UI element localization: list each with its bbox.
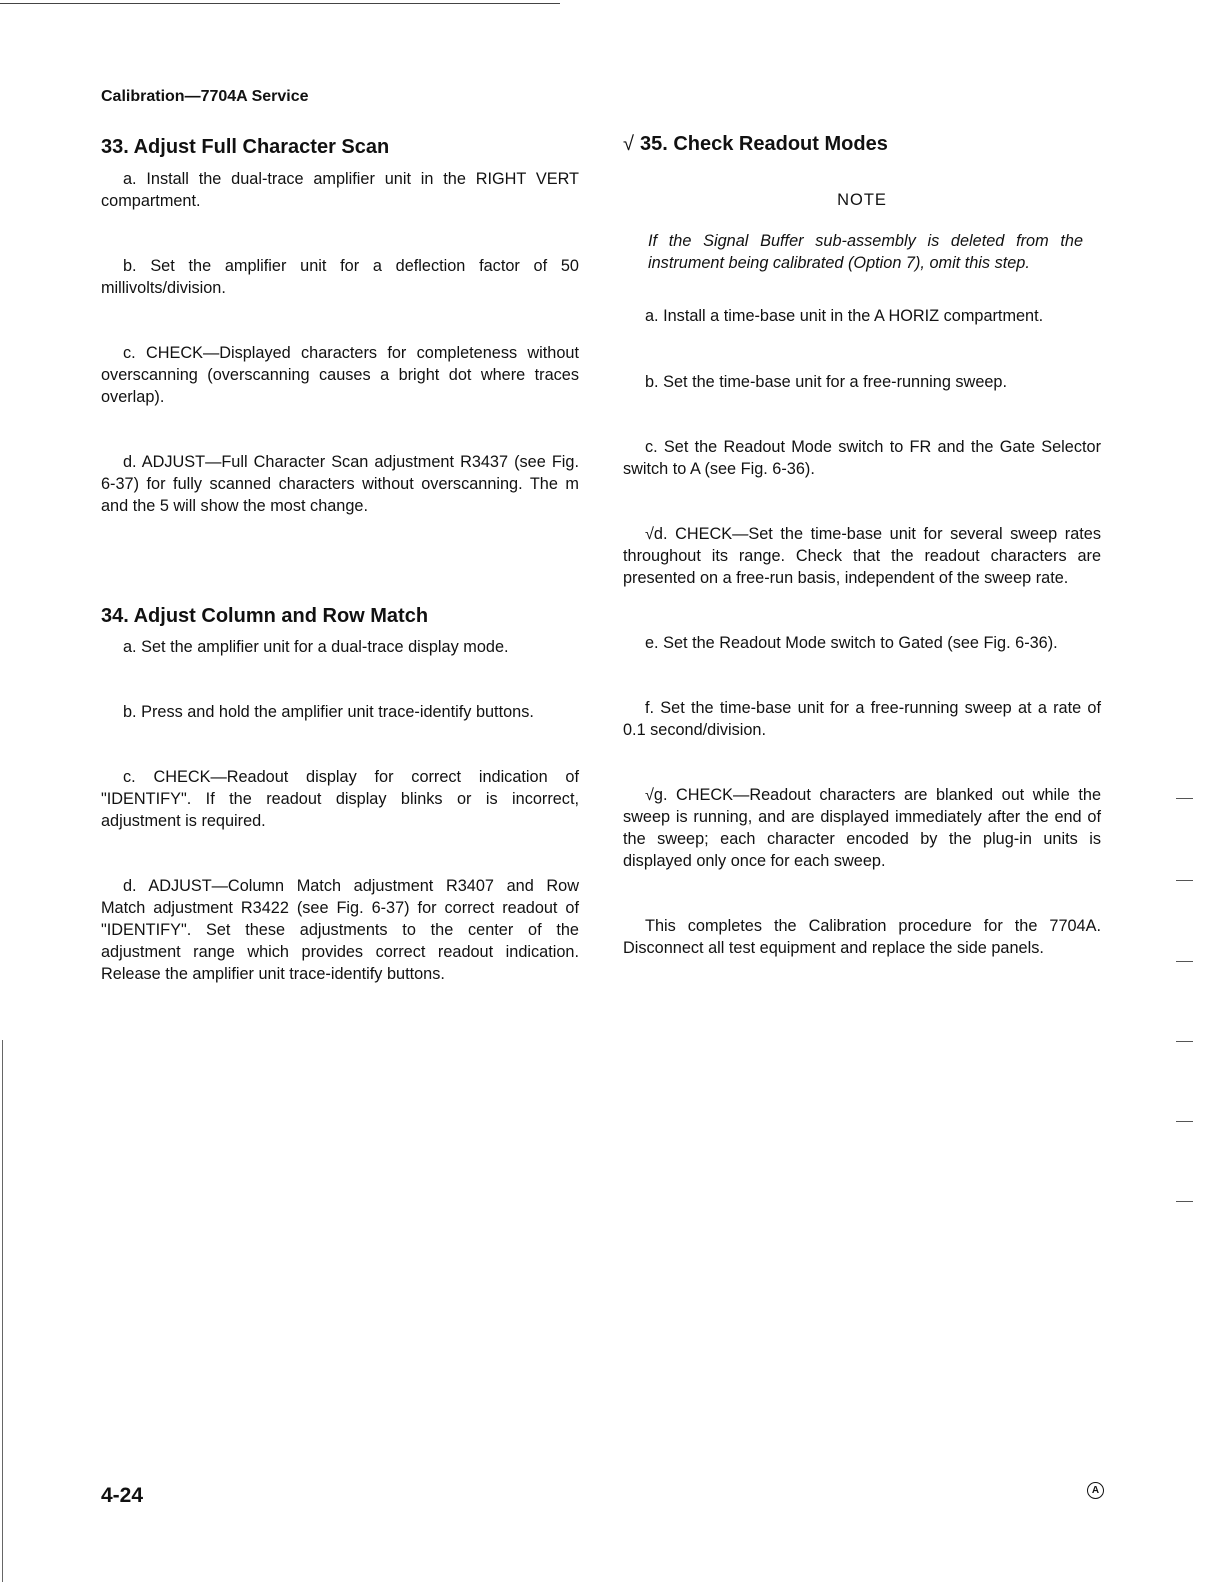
step-35c: c. Set the Readout Mode switch to FR and the Gate Selector switch to A (see Fig. 6-36).	[623, 438, 1101, 478]
step-33b: b. Set the amplifier unit for a deflection factor of 50 millivolts/division.	[101, 257, 579, 297]
margin-tick	[1176, 961, 1193, 962]
section-35-title	[623, 130, 1101, 158]
step-35f: f. Set the time-base unit for a free-running sweep at a rate of 0.1 second/division.	[623, 699, 1101, 739]
section-33-title: 33. Adjust Full Character Scan	[101, 136, 390, 158]
check-mark-icon: √	[623, 133, 634, 155]
margin-tick	[1176, 1121, 1193, 1122]
page-number: 4-24	[101, 1484, 144, 1507]
margin-tick	[1176, 798, 1193, 799]
step-33c: c. CHECK—Displayed characters for completeness without overscanning (overscanning causes a bright dot where traces overlap).	[101, 344, 579, 406]
top-edge-rule	[0, 3, 560, 4]
step-35d: √d. CHECK—Set the time-base unit for several sweep rates throughout its range. Check that the readout characters are presented on a free-run basis, independent of the sweep rate.	[623, 525, 1101, 587]
margin-tick	[1176, 1041, 1193, 1042]
step-34b: b. Press and hold the amplifier unit trace-identify buttons.	[123, 703, 534, 721]
right-column	[623, 130, 1101, 959]
left-column	[101, 133, 579, 985]
revision-mark-icon: A	[1087, 1482, 1104, 1499]
step-35g: √g. CHECK—Readout characters are blanked out while the sweep is running, and are displayed immediately after the end of the sweep; each character encoded by the plug-in units is displayed only once for each sweep.	[623, 786, 1101, 870]
running-header: Calibration—7704A Service	[101, 88, 309, 105]
margin-tick	[1176, 1201, 1193, 1202]
section-35-title-text: 35. Check Readout Modes	[639, 133, 888, 155]
closing-paragraph: This completes the Calibration procedure for the 7704A. Disconnect all test equipment and replace the side panels.	[623, 917, 1101, 957]
left-edge-rule	[2, 1040, 3, 1582]
step-35e: e. Set the Readout Mode switch to Gated (see Fig. 6-36).	[645, 634, 1058, 652]
step-34a: a. Set the amplifier unit for a dual-trace display mode.	[123, 638, 509, 656]
step-35a: a. Install a time-base unit in the A HORIZ compartment.	[645, 307, 1044, 325]
step-34c: c. CHECK—Readout display for correct indication of "IDENTIFY". If the readout display blinks or is incorrect, adjustment is required.	[101, 768, 579, 830]
note-label: NOTE	[837, 191, 887, 209]
margin-tick	[1176, 880, 1193, 881]
step-33a: a. Install the dual-trace amplifier unit in the RIGHT VERT compartment.	[101, 170, 579, 210]
step-33d: d. ADJUST—Full Character Scan adjustment R3437 (see Fig. 6-37) for fully scanned characters without overscanning. The m and the 5 will show the most change.	[101, 453, 579, 515]
section-34-title: 34. Adjust Column and Row Match	[101, 605, 429, 627]
step-35b: b. Set the time-base unit for a free-running sweep.	[645, 373, 1008, 391]
note-text: If the Signal Buffer sub-assembly is deleted from the instrument being calibrated (Option 7), omit this step.	[648, 232, 1083, 272]
step-34d: d. ADJUST—Column Match adjustment R3407 and Row Match adjustment R3422 (see Fig. 6-37) for correct readout of "IDENTIFY". Set these adjustments to the center of the adjustment range which provides correct readout indication. Release the amplifier unit trace-identify buttons.	[101, 877, 579, 983]
